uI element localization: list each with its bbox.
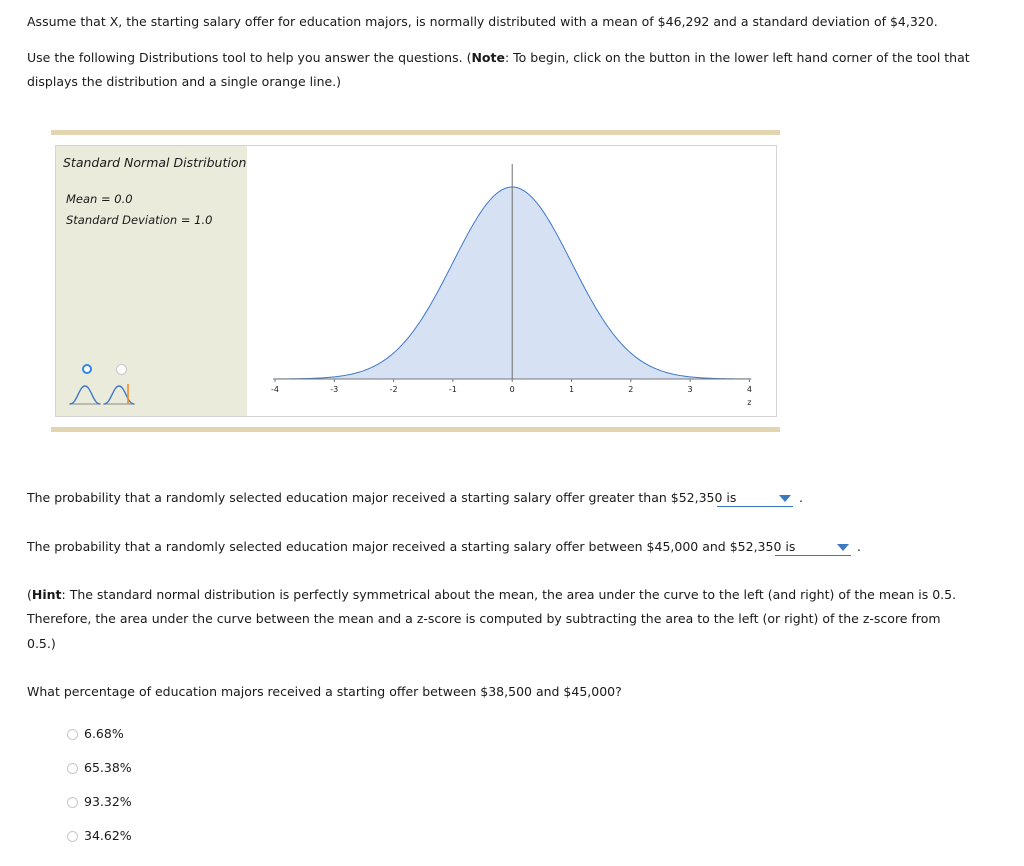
instruction-post: : To begin, click on the button in the lower left hand corner of the tool that: [504, 50, 970, 65]
tool-side-panel: [56, 146, 247, 416]
normal-distribution-plot: [247, 146, 776, 416]
mode-radio-distribution[interactable]: [82, 364, 92, 374]
distributions-tool: [55, 145, 777, 417]
question-3-text: What percentage of education majors received a starting offer between $38,500 and $45,000?: [27, 684, 622, 699]
question-1-dropdown[interactable]: [717, 490, 793, 507]
question-2-dropdown[interactable]: [775, 539, 851, 556]
hint-line-3: 0.5.): [27, 636, 56, 651]
hint-line-1-text: : The standard normal distribution is perfectly symmetrical about the mean, the area under the curve to the left (and right) of the mean is 0.5.: [61, 587, 957, 602]
instruction-line-1: [27, 46, 970, 70]
option-label: 65.38%: [84, 760, 132, 775]
x-tick-label: 2: [628, 385, 634, 394]
x-tick-label: 4: [746, 385, 752, 394]
x-tick-label: -1: [448, 385, 457, 394]
question-1-period: .: [799, 490, 803, 505]
option-radio[interactable]: [67, 831, 78, 842]
question-2-text: The probability that a randomly selected education major received a starting salary offer between $45,000 and $52,350 is: [27, 539, 796, 554]
x-tick-label: -3: [330, 385, 339, 394]
question-1-text: The probability that a randomly selected education major received a starting salary offer greater than $52,350 is: [27, 490, 737, 505]
x-tick-label: 0: [509, 385, 515, 394]
chevron-down-icon: [779, 495, 791, 502]
option-radio[interactable]: [67, 729, 78, 740]
option-label: 93.32%: [84, 794, 132, 809]
hint-line-1: (Hint: The standard normal distribution is perfectly symmetrical about the mean, the area under the curve to the left (and right) of the mean is 0.5.: [27, 587, 957, 602]
tool-top-border: [51, 130, 780, 135]
instruction-note-bold: Note: [471, 50, 505, 65]
instruction-line-2: displays the distribution and a single orange line.): [27, 74, 342, 89]
sd-label: Standard Deviation = 1.0: [66, 213, 213, 227]
option-radio[interactable]: [67, 763, 78, 774]
x-tick-label: -4: [271, 385, 279, 394]
distribution-title: Standard Normal Distribution: [63, 155, 247, 170]
instruction-pre: Use the following Distributions tool to help you answer the questions. (: [27, 50, 472, 65]
tool-bottom-border: [51, 427, 780, 432]
question-2-period: .: [857, 539, 861, 554]
distribution-button-icon[interactable]: [68, 381, 102, 407]
mode-radio-orange-line[interactable]: [116, 364, 127, 375]
mean-label: Mean = 0.0: [66, 192, 133, 206]
x-axis-ticks: [271, 379, 752, 394]
option-radio[interactable]: [67, 797, 78, 808]
hint-bold: Hint: [31, 587, 62, 602]
hint-line-2: Therefore, the area under the curve between the mean and a z-score is computed by subtracting the area to the left (or right) of the z-score from: [27, 611, 941, 626]
option-label: 34.62%: [84, 828, 132, 843]
x-axis-label: z: [747, 398, 752, 407]
option-label: 6.68%: [84, 726, 124, 741]
intro-text: Assume that X, the starting salary offer for education majors, is normally distributed with a mean of $46,292 and a standard deviation of $4,320.: [27, 14, 938, 29]
x-tick-label: 3: [687, 385, 693, 394]
chevron-down-icon: [837, 544, 849, 551]
orange-line-button-icon[interactable]: [102, 381, 136, 407]
x-tick-label: -2: [389, 385, 398, 394]
x-tick-label: 1: [568, 385, 575, 394]
